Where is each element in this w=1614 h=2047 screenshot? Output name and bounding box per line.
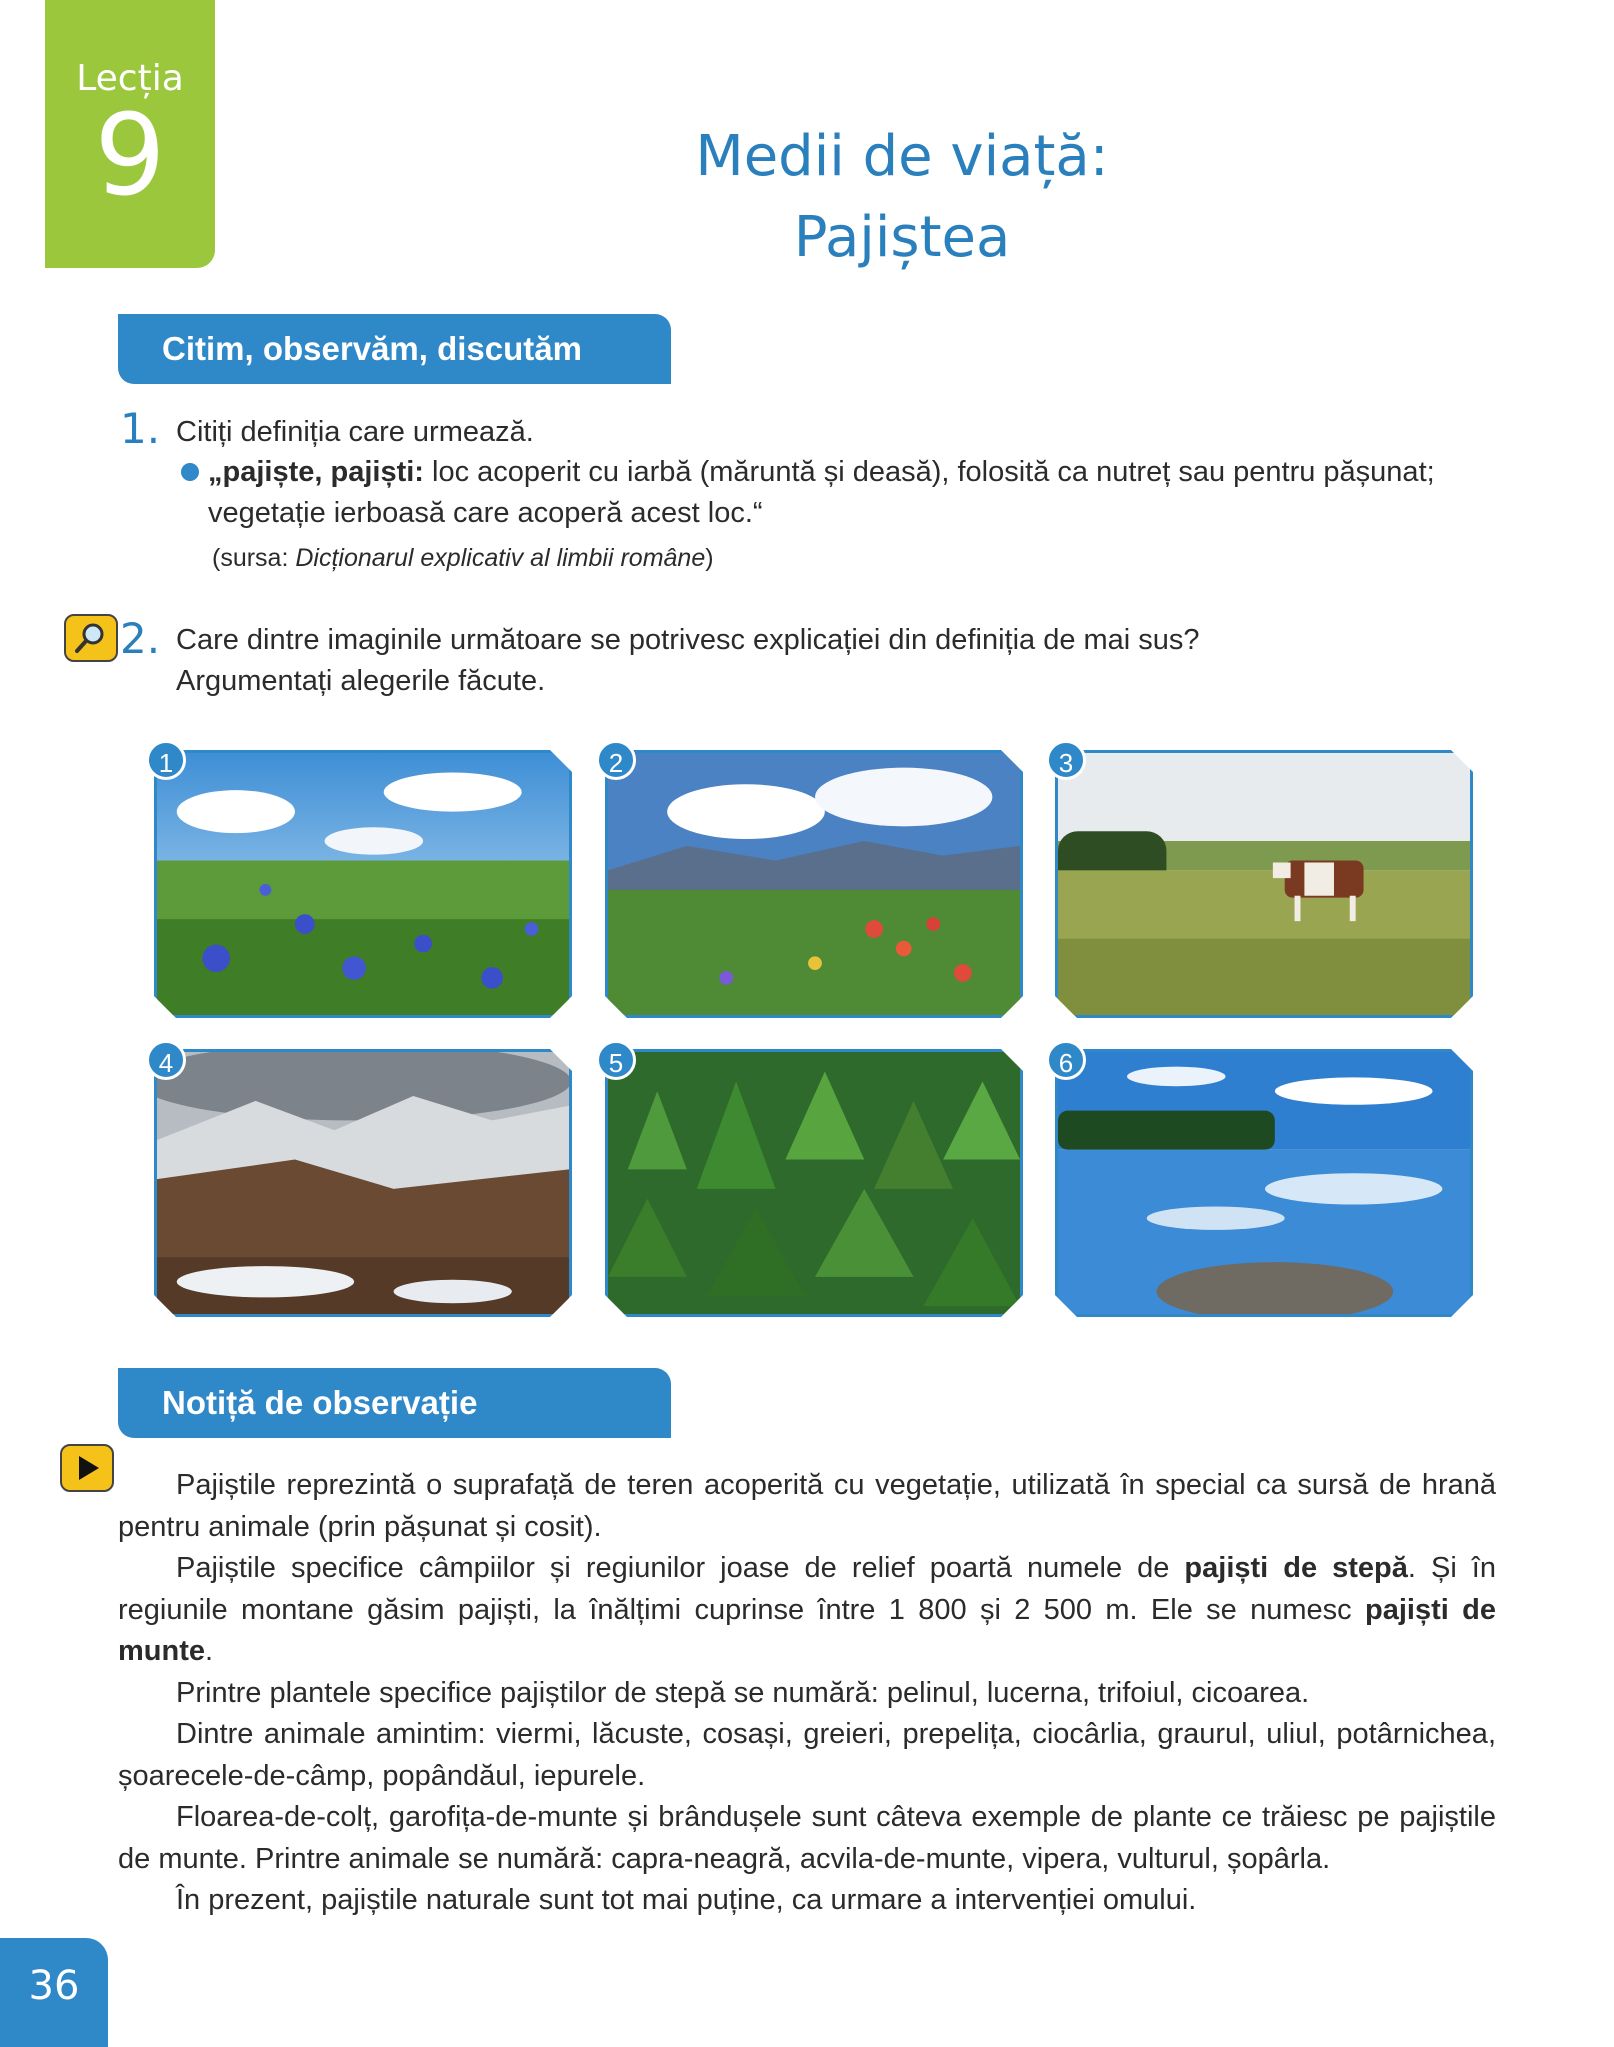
notes-paragraph-1: Pajiștile reprezintă o suprafață de teren acoperită cu vegetație, utilizată în special ca sursă de hrană pentru animale (prin pășunat și cosit). [118,1469,1496,1543]
notes-paragraph-4: Dintre animale amintim: viermi, lăcuste, cosași, greieri, prepelița, ciocârlia, graurul, uliul, potârnichea, șoarecele-de-câmp, popândăul, iepurele. [118,1718,1496,1792]
page-title-line2: Pajiștea [793,205,1011,270]
photo-badge-4: 4 [146,1040,186,1080]
notes-paragraph-6: În prezent, pajiștile naturale sunt tot mai puține, ca urmare a intervenției omului. [176,1884,1197,1916]
section-heading-notes: Notiță de observație [118,1368,671,1438]
photo-cornflower-meadow [154,750,572,1018]
bullet-icon [181,463,199,481]
photo-badge-2: 2 [596,740,636,780]
lesson-number: 9 [94,91,166,221]
notes-paragraph-2: Pajiștile specifice câmpiilor și regiunilor joase de relief poartă numele de pajiști de stepă. Și în regiunile montane găsim pajiști, la înălțimi cuprinse între 1 800 și 2 500 m. Ele se numesc pajiști de munte. [118,1552,1496,1667]
photo-cow-grassland [1055,750,1473,1018]
question-1-number: 1. [120,404,161,453]
definition-line2: vegetație ierboasă care acoperă acest loc.“ [208,497,763,529]
notes-body [118,1465,1496,1922]
definition-term: „pajiște, pajiști: [208,456,424,488]
notes-paragraph-3: Printre plantele specifice pajiștilor de stepă se numără: pelinul, lucerna, trifoiul, cicoarea. [176,1676,1310,1709]
definition-text1: loc acoperit cu iarbă (măruntă și deasă), folosită ca nutreț sau pentru pășunat; [423,456,1435,488]
notes-paragraph-5: Floarea-de-colț, garofița-de-munte și brândușele sunt câteva exemple de plante ce trăiesc pe pajiștile de munte. Printre animale se numără: capra-neagră, acvila-de-munte, vipera, vulturul, șopârla. [118,1801,1496,1875]
photo-lake [1055,1049,1473,1317]
question-2-line2: Argumentați alegerile făcute. [176,665,546,697]
question-2-line1: Care dintre imaginile următoare se potrivesc explicației din definiția de mai sus? [176,624,1200,656]
definition-line1 [208,452,1508,493]
photo-badge-5: 5 [596,1040,636,1080]
question-1-text: Citiți definiția care urmează. [176,416,534,448]
photo-mountain-flower-meadow [605,750,1023,1018]
magnifier-icon[interactable] [64,614,118,662]
photo-badge-3: 3 [1046,740,1086,780]
lesson-label: Lecția [76,58,184,99]
play-icon[interactable] [60,1444,114,1492]
photo-badge-1: 1 [146,740,186,780]
photo-snowy-mountain-valley [154,1049,572,1317]
section-heading-read: Citim, observăm, discutăm [118,314,671,384]
definition-source: (sursa: Dicționarul explicativ al limbii române) [212,544,714,572]
page-number: 36 [0,1938,108,2047]
source-title: Dicționarul explicativ al limbii române [295,544,706,572]
photo-conifer-forest [605,1049,1023,1317]
page-title-line1: Medii de viață: [695,124,1109,189]
question-2-number: 2. [120,614,161,663]
photo-badge-6: 6 [1046,1040,1086,1080]
